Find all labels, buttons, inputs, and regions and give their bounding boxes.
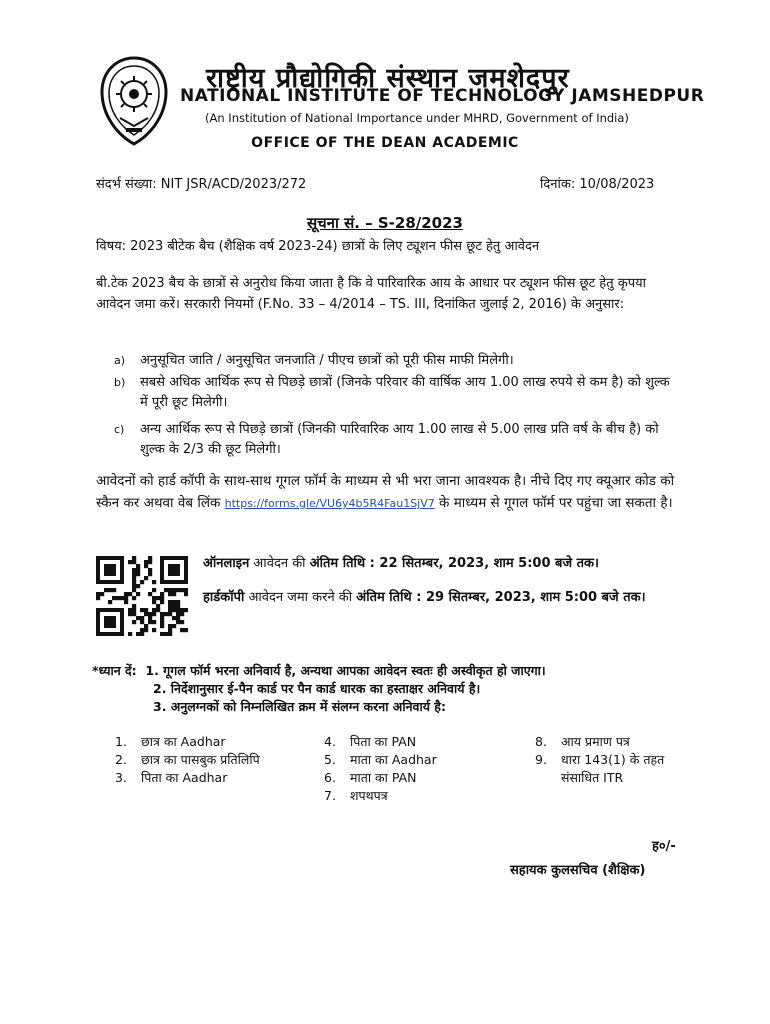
institute-name-hindi: राष्ट्रीय प्रौद्योगिकी संस्थान जमशेदपुर xyxy=(206,63,570,94)
annexure-item xyxy=(324,787,484,805)
annexure-number: 1. xyxy=(115,734,127,749)
annexure-item xyxy=(535,751,685,787)
annexure-number: 7. xyxy=(324,788,336,803)
signature: ह०/- xyxy=(652,839,676,854)
annexure-item xyxy=(324,769,484,787)
online-label: ऑनलाइन xyxy=(203,556,250,571)
institute-logo xyxy=(96,56,172,146)
note-line-3: 3. अनुलग्नकों को निम्नलिखित क्रम में संलग्न करना अनिवार्य है: xyxy=(153,699,446,714)
list-item-text: सबसे अधिक आर्थिक रूप से पिछड़े छात्रों (जिनके परिवार की वार्षिक आय 1.00 लाख रुपये से कम है) को शुल्क में पूरी छूट मिलेगी। xyxy=(140,375,670,410)
annexure-text: छात्र का Aadhar xyxy=(141,734,226,749)
note-label: *ध्यान दें: xyxy=(92,663,137,678)
annexure-item xyxy=(115,751,265,769)
annexure-text: माता का PAN xyxy=(350,770,417,785)
google-form-paragraph xyxy=(96,470,680,515)
list-item xyxy=(114,351,680,371)
annexure-text: आय प्रमाण पत्र xyxy=(561,734,630,749)
annexure-text: धारा 143(1) के तहत संसाधित ITR xyxy=(561,752,665,785)
list-item-text: अन्य आर्थिक रूप से पिछड़े छात्रों (जिनकी पारिवारिक आय 1.00 लाख से 5.00 लाख प्रति वर्ष के बीच है) को शुल्क के 2/3 की छूट मिलेगी। xyxy=(140,422,659,457)
institute-name-english: NATIONAL INSTITUTE OF TECHNOLOGY JAMSHEDPUR xyxy=(180,86,705,106)
annexure-item xyxy=(324,733,484,751)
list-item xyxy=(114,420,680,460)
annexure-number: 6. xyxy=(324,770,336,785)
hardcopy-date: अंतिम तिथि : 29 सितम्बर, 2023, शाम 5:00 बजे तक। xyxy=(356,590,646,605)
notice-subject: विषय: 2023 बीटेक बैच (शैक्षिक वर्ष 2023-24) छात्रों के लिए ट्यूशन फीस छूट हेतु आवेदन xyxy=(96,239,540,254)
note-line-1 xyxy=(92,661,546,680)
annexure-number: 2. xyxy=(115,752,127,767)
institute-subtitle: (An Institution of National Importance under MHRD, Government of India) xyxy=(205,111,629,125)
notice-number: सूचना सं. – S-28/2023 xyxy=(306,214,463,232)
list-item-text: अनुसूचित जाति / अनुसूचित जनजाति / पीएच छात्रों को पूरी फीस माफी मिलेगी। xyxy=(140,353,514,368)
online-date: अंतिम तिथि : 22 सितम्बर, 2023, शाम 5:00 बजे तक। xyxy=(309,556,599,571)
annexure-number: 4. xyxy=(324,734,336,749)
intro-paragraph: बी.टेक 2023 बैच के छात्रों से अनुरोध किया जाता है कि वे पारिवारिक आय के आधार पर ट्यूशन फीस छूट हेतु कृपया आवेदन जमा करें। सरकारी नियमों (F.No. 33 – 4/2014 – TS. III, दिनांकित जुलाई 2, 2016) के अनुसार: xyxy=(96,276,647,312)
annexure-text: माता का Aadhar xyxy=(350,752,437,767)
paragraph-text: आवेदनों को हार्ड कॉपी के साथ-साथ गूगल फॉर्म के माध्यम से भी भरा जाना आवश्यक है। नीचे दिए गए क्यूआर कोड को स्कैन कर अथवा वेब लिंक xyxy=(96,473,675,511)
annexure-text: शपथपत्र xyxy=(350,788,388,803)
list-item xyxy=(114,373,680,413)
note-line-2: 2. निर्देशानुसार ई-पैन कार्ड पर पैन कार्ड धारक का हस्ताक्षर अनिवार्य है। xyxy=(153,681,481,696)
annexure-item xyxy=(115,769,265,787)
annexure-number: 5. xyxy=(324,752,336,767)
annexure-item xyxy=(324,751,484,769)
annexure-column-2 xyxy=(324,733,484,805)
annexure-item xyxy=(535,733,685,751)
list-marker: b) xyxy=(114,376,126,389)
hardcopy-text: आवेदन जमा करने की xyxy=(244,590,357,605)
annexure-column-1 xyxy=(115,733,265,787)
annexure-number: 3. xyxy=(115,770,127,785)
list-marker: a) xyxy=(114,354,126,367)
hardcopy-deadline xyxy=(203,587,681,608)
note-text: 1. गूगल फॉर्म भरना अनिवार्य है, अन्यथा आपका आवेदन स्वतः ही अस्वीकृत हो जाएगा। xyxy=(145,663,546,678)
annexure-number: 9. xyxy=(535,752,547,767)
annexure-text: छात्र का पासबुक प्रतिलिपि xyxy=(141,752,260,767)
annexure-item xyxy=(115,733,265,751)
annexure-column-3 xyxy=(535,733,685,787)
online-text: आवेदन की xyxy=(249,556,310,571)
google-form-link[interactable]: https://forms.gle/VU6y4b5R4Fau1SjV7 xyxy=(224,497,435,510)
reference-number: संदर्भ संख्या: NIT JSR/ACD/2023/272 xyxy=(96,177,307,192)
paragraph-text: के माध्यम से गूगल फॉर्म पर पहुंचा जा सकता है। xyxy=(434,495,673,511)
signatory-designation: सहायक कुलसचिव (शैक्षिक) xyxy=(510,863,646,878)
annexure-number: 8. xyxy=(535,734,547,749)
annexure-text: पिता का PAN xyxy=(350,734,417,749)
office-heading: OFFICE OF THE DEAN ACADEMIC xyxy=(251,135,519,151)
notice-date: दिनांक: 10/08/2023 xyxy=(540,177,655,192)
hardcopy-label: हार्डकॉपी xyxy=(203,590,245,605)
qr-code xyxy=(96,556,188,636)
online-deadline xyxy=(203,553,599,571)
annexure-text: पिता का Aadhar xyxy=(141,770,228,785)
list-marker: c) xyxy=(114,423,125,436)
